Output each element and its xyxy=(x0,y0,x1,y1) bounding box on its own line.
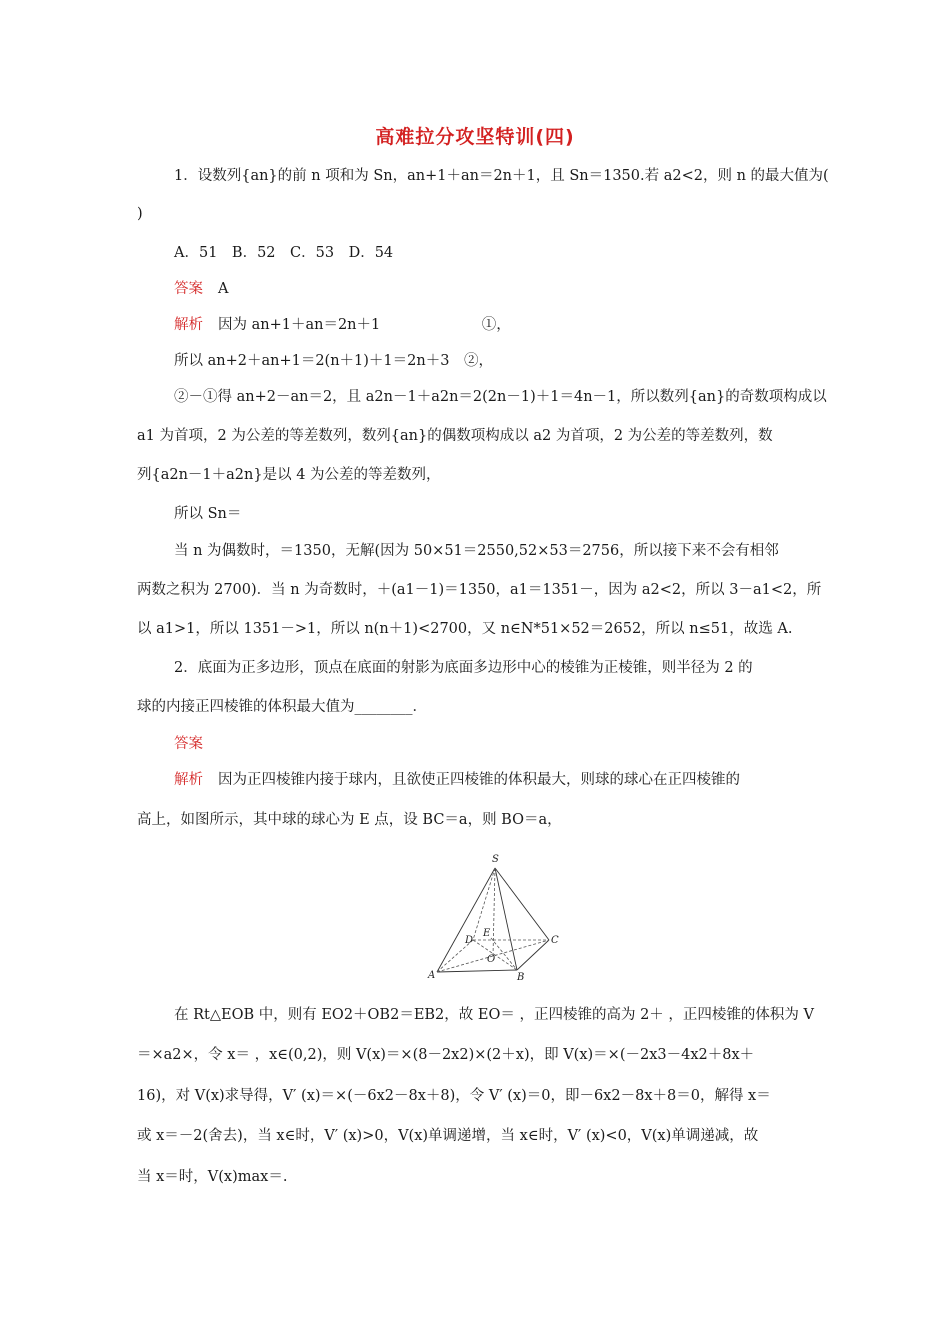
text-line: 所以 Sn＝ xyxy=(174,506,242,522)
label-o: O xyxy=(487,954,496,965)
text-line: A．51 B．52 C．53 D．54 xyxy=(174,245,394,261)
text-line: 或 x＝－2(舍去)，当 x∈时，V′ (x)>0，V(x)单调递增，当 x∈时，V′ (x)<0，V(x)单调递减，故 xyxy=(137,1128,759,1144)
label-c: C xyxy=(551,935,559,946)
section-label: 答案 xyxy=(174,281,203,297)
edge-ab xyxy=(437,970,517,972)
text-line: A xyxy=(218,281,229,297)
edge-bc xyxy=(517,940,549,970)
text-line: 当 x＝时，V(x)max＝. xyxy=(137,1169,288,1185)
text-line: a1 为首项，2 为公差的等差数列，数列{an}的偶数项构成以 a2 为首项，2 为公差的等差数列，数 xyxy=(137,428,773,444)
text-line: 高上，如图所示，其中球的球心为 E 点，设 BC＝a，则 BO＝a， xyxy=(137,812,562,828)
text-line: 所以 an+2＋an+1＝2(n＋1)＋1＝2n＋3 ②， xyxy=(174,353,493,369)
section-label: 解析 xyxy=(174,317,203,333)
label-b: B xyxy=(517,972,525,983)
pyramid-figure xyxy=(425,846,565,986)
text-line: 在 Rt△EOB 中，则有 EO2＋OB2＝EB2，故 EO＝ ，正四棱锥的高为 2＋ ，正四棱锥的体积为 V xyxy=(174,1007,814,1023)
text-line: ＝×a2×，令 x＝ ，x∈(0,2)，则 V(x)＝×(8－2x2)×(2＋x)，即 V(x)＝×(－2x3－4x2＋8x＋ xyxy=(137,1047,755,1063)
text-line: 1．设数列{an}的前 n 项和为 Sn，an+1＋an＝2n＋1，且 Sn＝1350.若 a2<2，则 n 的最大值为( xyxy=(174,168,829,184)
label-s: S xyxy=(492,854,499,865)
text-line: 以 a1>1，所以 1351－>1，所以 n(n＋1)<2700，又 n∈N*51×52＝2652，所以 n≤51，故选 A. xyxy=(137,621,793,637)
text-line: 因为正四棱锥内接于球内，且欲使正四棱锥的体积最大，则球的球心在正四棱锥的 xyxy=(218,772,740,788)
pyramid-diagram xyxy=(425,846,565,986)
label-e: E xyxy=(483,928,491,939)
section-label: 答案 xyxy=(174,736,203,752)
text-line: ②－①得 an+2－an＝2，且 a2n－1＋a2n＝2(2n－1)＋1＝4n－1，所以数列{an}的奇数项构成以 xyxy=(174,389,827,405)
text-line: ) xyxy=(137,206,143,222)
text-line: 16)，对 V(x)求导得，V′ (x)＝×(－6x2－8x＋8)，令 V′ (x)＝0，即－6x2－8x＋8＝0，解得 x＝ xyxy=(137,1088,771,1104)
section-label: 解析 xyxy=(174,772,203,788)
page-title: 高难拉分攻坚特训(四) xyxy=(375,126,575,148)
text-line: 当 n 为偶数时，＝1350，无解(因为 50×51＝2550,52×53＝2756，所以接下来不会有相邻 xyxy=(174,543,779,559)
label-a: A xyxy=(428,970,436,981)
text-line: 两数之积为 2700)．当 n 为奇数时，＋(a1－1)＝1350，a1＝1351－，因为 a2<2，所以 3－a1<2，所 xyxy=(137,582,822,598)
label-d: D xyxy=(465,935,474,946)
text-line: 2．底面为正多边形，顶点在底面的射影为底面多边形中心的棱锥为正棱锥，则半径为 2 的 xyxy=(174,660,753,676)
text-line: 球的内接正四棱锥的体积最大值为________． xyxy=(137,699,427,715)
text-line: 列{a2n－1＋a2n}是以 4 为公差的等差数列， xyxy=(137,467,441,483)
text-line: 因为 an+1＋an＝2n＋1 ①， xyxy=(218,317,511,333)
